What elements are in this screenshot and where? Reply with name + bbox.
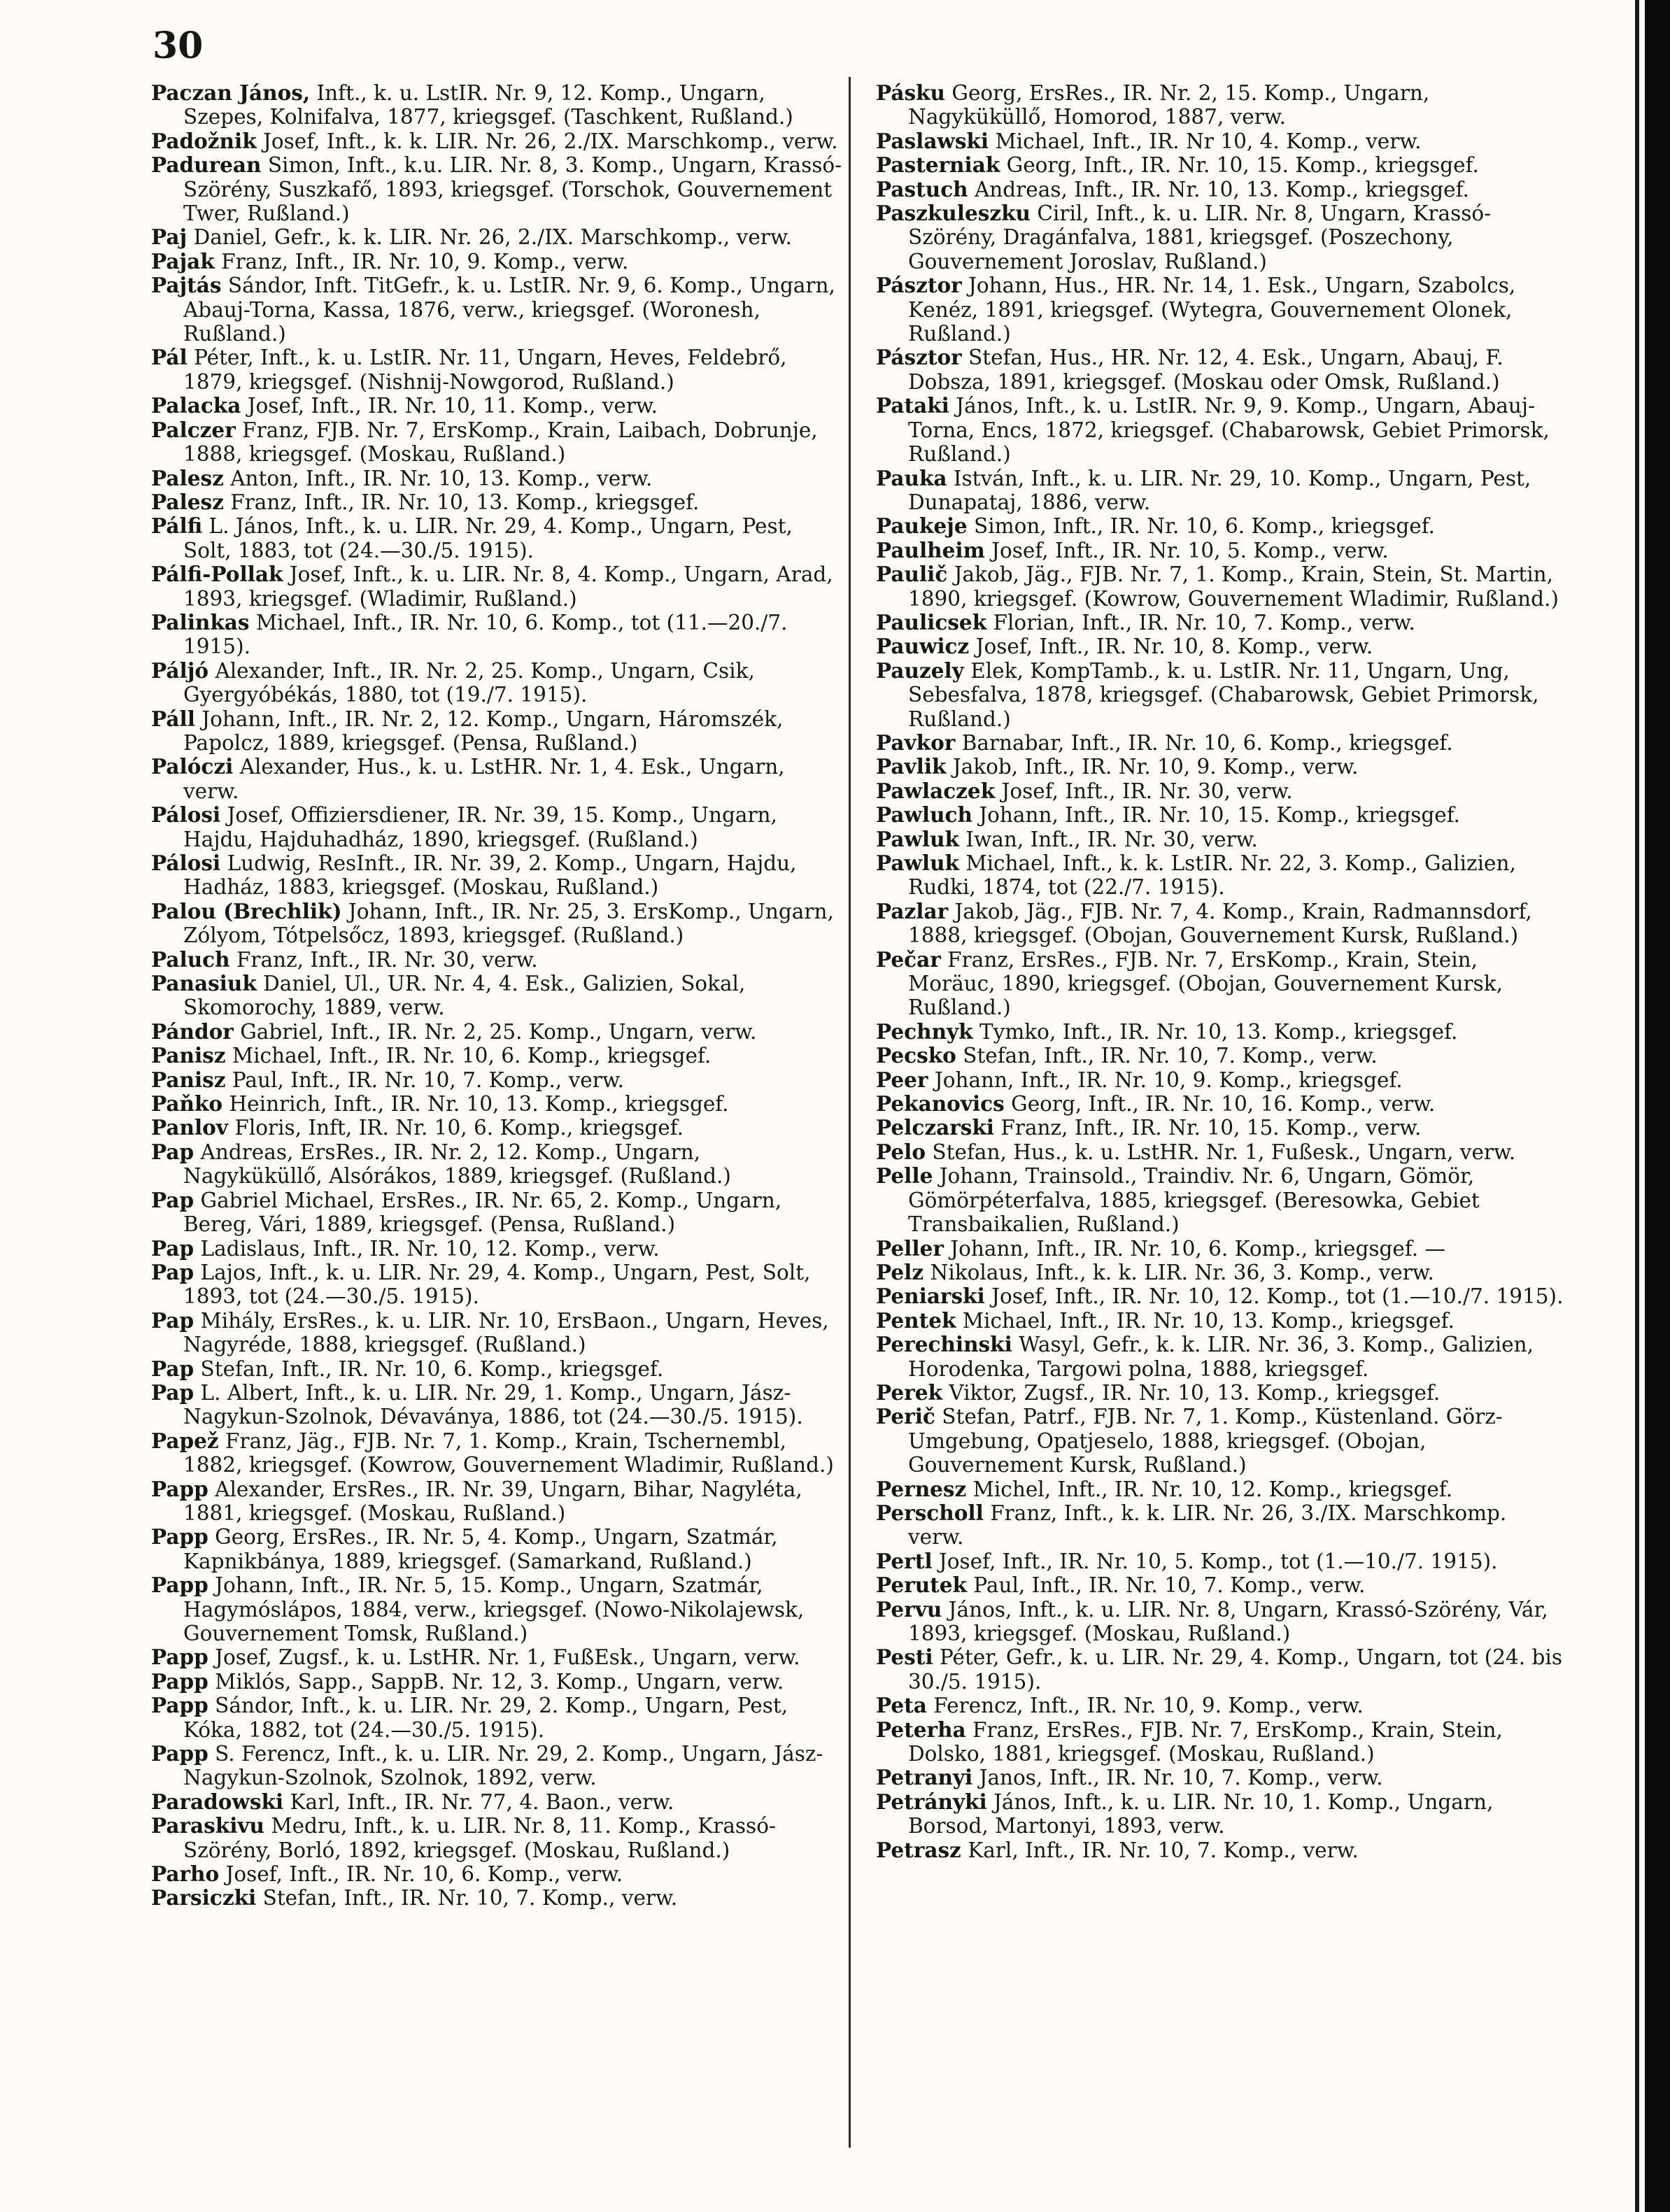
entry-details: Franz, Inft., IR. Nr. 10, 9. Komp., verw. [214,249,629,274]
entry-details: Josef, Inft., IR. Nr. 10, 11. Komp., verw. [241,394,658,418]
entry-details: Johann, Inft., IR. Nr. 25, 3. ErsKomp., Ungarn, Zólyom, Tótpelsőcz, 1893, kriegsgef. (Rußland.) [183,899,834,948]
entry-details: Johann, Inft., IR. Nr. 10, 15. Komp., kriegsgef. [972,803,1460,828]
entry-surname: Panisz [151,1067,226,1092]
list-entry [151,490,842,514]
entry-surname: Pelo [876,1139,926,1164]
entry-details: Stefan, Inft., IR. Nr. 10, 7. Komp., verw. [956,1044,1378,1068]
entry-details: Ferencz, Inft., IR. Nr. 10, 9. Komp., verw. [926,1694,1364,1718]
entry-details: Inft., k. u. LstIR. Nr. 9, 12. Komp., Ungarn, Szepes, Kolnifalva, 1877, kriegsgef. (Taschkent, Rußland.) [183,81,793,129]
entry-details: Josef, Inft., k. k. LIR. Nr. 26, 2./IX. Marschkomp., verw. [256,129,838,153]
entry-details: Sándor, Inft. TitGefr., k. u. LstIR. Nr. 9, 6. Komp., Ungarn, Abauj-Torna, Kassa, 1876, verw., kriegsgef. (Woronesh, Rußland.) [183,274,835,346]
entry-details: Alexander, ErsRes., IR. Nr. 39, Ungarn, Bihar, Nagyléta, 1881, kriegsgef. (Moskau, Rußland.) [183,1477,802,1525]
list-entry [151,1670,842,1694]
entry-surname: Pap [151,1307,194,1333]
entry-surname: Padožnik [151,128,257,153]
list-entry [151,755,842,803]
entry-surname: Pap [151,1187,194,1212]
entry-surname: Papp [151,1573,208,1598]
list-entry [876,1405,1567,1477]
entry-surname: Paulicsek [876,609,987,634]
entry-details: Franz, ErsRes., FJB. Nr. 7, ErsKomp., Krain, Stein, Dolsko, 1881, kriegsgef. (Moskau, Rußland.) [908,1717,1503,1766]
list-entry [151,81,842,129]
entry-surname: Palczer [151,417,236,442]
entry-surname: Pelz [876,1259,924,1284]
list-entry [151,1477,842,1526]
list-entry [151,1429,842,1477]
entry-details: Gabriel Michael, ErsRes., IR. Nr. 65, 2. Komp., Ungarn, Bereg, Vári, 1889, kriegsgef. (Pensa, Rußland.) [183,1188,782,1237]
list-entry [876,828,1567,851]
entry-details: Stefan, Hus., HR. Nr. 12, 4. Esk., Ungarn, Abauj, F. Dobsza, 1891, kriegsgef. (Moskau oder Omsk, Rußland.) [908,346,1503,394]
list-entry [151,1694,842,1742]
entry-details: Josef, Inft., IR. Nr. 10, 5. Komp., verw. [984,538,1389,562]
list-entry [151,1140,842,1189]
list-entry [151,1381,842,1429]
list-entry [151,900,842,948]
entry-details: Franz, ErsRes., FJB. Nr. 7, ErsKomp., Krain, Stein, Moräuc, 1890, kriegsgef. (Obojan, Gouvernement Kursk, Rußland.) [908,947,1503,1020]
entry-surname: Pelczarski [876,1115,994,1140]
entry-surname: Pastuch [876,176,968,201]
entry-surname: Panasiuk [151,971,257,996]
list-entry [876,1020,1567,1044]
list-entry [876,1645,1567,1694]
entry-details: Daniel, Ul., UR. Nr. 4, 4. Esk., Galizien, Sokal, Skomorochy, 1889, verw. [183,972,746,1020]
list-entry [876,803,1567,827]
entry-details: Johann, Inft., IR. Nr. 10, 9. Komp., kriegsgef. [928,1068,1403,1092]
entry-surname: Páll [151,706,195,731]
list-entry [151,153,842,225]
entry-details: Jakob, Jäg., FJB. Nr. 7, 1. Komp., Krain, Stein, St. Martin, 1890, kriegsgef. (Kowrow, Gouvernement Wladimir, Rußland.) [908,562,1559,611]
entry-details: Franz, Jäg., FJB. Nr. 7, 1. Komp., Krain, Tschernembl, 1882, kriegsgef. (Kowrow, Gouvernement Wladimir, Rußland.) [183,1428,834,1477]
entry-details: Simon, Inft., k.u. LIR. Nr. 8, 3. Komp., Ungarn, Krassó-Szörény, Suszkafő, 1893, kriegsgef. (Torschok, Gouvernement Twer, Rußland.) [183,153,842,226]
entry-details: Michael, Inft., IR. Nr. 10, 6. Komp., tot (11.—20./7. 1915). [183,610,788,659]
list-entry [876,1164,1567,1236]
entry-details: Miklós, Sapp., SappB. Nr. 12, 3. Komp., Ungarn, verw. [208,1669,784,1694]
entry-surname: Pauzely [876,658,964,683]
entry-details: Floris, Inft, IR. Nr. 10, 6. Komp., kriegsgef. [227,1116,684,1140]
entry-surname: Paj [151,225,187,250]
list-entry [151,562,842,611]
entry-surname: Palou (Brechlik) [151,898,342,923]
entry-surname: Parsiczki [151,1885,257,1910]
entry-surname: Pauka [876,465,947,490]
entry-surname: Palacka [151,393,241,418]
entry-surname: Pertl [876,1548,933,1573]
entry-details: Michael, Inft., IR. Nr 10, 4. Komp., verw. [989,129,1422,153]
list-entry [876,1838,1567,1862]
list-entry [151,346,842,394]
list-entry [876,178,1567,201]
entry-details: Franz, FJB. Nr. 7, ErsKomp., Krain, Laibach, Dobrunje, 1888, kriegsgef. (Moskau, Rußland.) [183,418,818,467]
list-entry [876,1116,1567,1140]
list-entry [876,1140,1567,1164]
entry-details: Michael, Inft., k. k. LstIR. Nr. 22, 3. Komp., Galizien, Rudki, 1874, tot (22./7. 1915). [908,851,1516,900]
entry-surname: Perek [876,1380,942,1405]
entry-surname: Petranyi [876,1765,973,1790]
entry-surname: Paraskivu [151,1813,265,1838]
list-entry [876,1477,1567,1501]
list-entry [151,394,842,418]
entry-details: Josef, Inft., k. u. LIR. Nr. 8, 4. Komp., Ungarn, Arad, 1893, kriegsgef. (Wladimir, Rußland.) [183,562,833,611]
entry-surname: Panisz [151,1043,226,1068]
list-entry [876,1501,1567,1550]
right-column [876,81,1567,1862]
list-entry [876,394,1567,466]
list-entry [151,1237,842,1261]
entry-details: Johann, Trainsold., Traindiv. Nr. 6, Ungarn, Gömör, Gömörpéterfalva, 1885, kriegsgef. (Beresowka, Gebiet Transbaikalien, Rußland.) [908,1164,1480,1237]
entry-surname: Papp [151,1524,208,1550]
entry-surname: Paňko [151,1091,223,1116]
list-entry [876,1309,1567,1333]
entry-surname: Pauwicz [876,634,970,659]
list-entry [151,1862,842,1886]
entry-surname: Paulheim [876,537,985,562]
list-entry [151,1886,842,1910]
list-entry [151,803,842,851]
entry-details: Florian, Inft., IR. Nr. 10, 7. Komp., verw. [986,610,1415,634]
list-entry [876,1718,1567,1766]
entry-surname: Pernesz [876,1476,967,1501]
list-entry [876,1598,1567,1646]
list-entry [876,1068,1567,1092]
entry-surname: Palóczi [151,754,234,779]
entry-details: Johann, Hus., HR. Nr. 14, 1. Esk., Ungarn, Szabolcs, Kenéz, 1891, kriegsgef. (Wytegra, Gouvernement Olonek, Rußland.) [908,274,1516,346]
entry-details: S. Ferencz, Inft., k. u. LIR. Nr. 29, 2. Komp., Ungarn, Jász-Nagykun-Szolnok, Szolnok, 1892, verw. [183,1742,823,1790]
entry-details: Stefan, Hus., k. u. LstHR. Nr. 1, Fußesk., Ungarn, verw. [926,1140,1516,1164]
entry-details: Karl, Inft., IR. Nr. 77, 4. Baon., verw. [283,1789,674,1814]
entry-surname: Peterha [876,1717,966,1742]
entry-surname: Pervu [876,1596,942,1622]
list-entry [151,1092,842,1116]
list-entry [876,1766,1567,1789]
list-entry [876,851,1567,900]
list-entry [876,634,1567,658]
entry-details: Paul, Inft., IR. Nr. 10, 7. Komp., verw. [966,1573,1366,1598]
entry-surname: Pawluk [876,826,959,851]
list-entry [876,659,1567,731]
entry-details: Josef, Inft., IR. Nr. 10, 5. Komp., tot (1.—10./7. 1915). [932,1549,1498,1573]
entry-surname: Paczan János, [151,80,311,105]
entry-details: Michael, Inft., IR. Nr. 10, 6. Komp., kriegsgef. [225,1044,712,1068]
entry-surname: Petrasz [876,1837,961,1862]
entry-details: Ludwig, ResInft., IR. Nr. 39, 2. Komp., Ungarn, Hajdu, Hadház, 1883, kriegsgef. (Moskau, Rußland.) [183,851,797,900]
entry-details: Gabriel, Inft., IR. Nr. 2, 25. Komp., Ungarn, verw. [233,1019,757,1044]
entry-surname: Papp [151,1693,208,1718]
entry-surname: Pálosi [151,851,221,875]
entry-surname: Perutek [876,1573,967,1598]
list-entry [151,611,842,659]
entry-surname: Parho [151,1862,220,1887]
list-entry [151,129,842,153]
entry-surname: Pavkor [876,730,956,755]
entry-surname: Pasterniak [876,153,1000,178]
list-entry [876,1694,1567,1717]
list-entry [876,1044,1567,1068]
list-entry [876,611,1567,634]
entry-surname: Pásztor [876,345,962,370]
entry-details: Josef, Inft., IR. Nr. 30, verw. [995,779,1293,803]
entry-surname: Pazlar [876,898,949,923]
entry-details: Josef, Inft., IR. Nr. 10, 8. Komp., verw. [969,634,1373,659]
list-entry [151,1189,842,1237]
list-entry [151,1044,842,1068]
entry-details: Nikolaus, Inft., k. k. LIR. Nr. 36, 3. Komp., verw. [924,1260,1434,1284]
entry-surname: Perscholl [876,1500,984,1525]
list-entry [151,1645,842,1669]
entry-details: Franz, Inft., IR. Nr. 30, verw. [229,947,538,972]
list-entry [151,1790,842,1814]
list-entry [151,707,842,756]
entry-surname: Pálfi-Pollak [151,562,283,587]
entry-details: Georg, ErsRes., IR. Nr. 5, 4. Komp., Ungarn, Szatmár, Kapnikbánya, 1889, kriegsgef. (Samarkand, Rußland.) [183,1525,778,1573]
entry-details: Michael, Inft., IR. Nr. 10, 13. Komp., kriegsgef. [956,1308,1455,1333]
list-entry [876,539,1567,562]
list-entry [151,1309,842,1357]
entry-surname: Pál [151,345,187,370]
entry-surname: Pásztor [876,273,962,298]
entry-surname: Pap [151,1235,194,1261]
entry-details: Péter, Inft., k. u. LstIR. Nr. 11, Ungarn, Heves, Feldebrő, 1879, kriegsgef. (Nishnij-Nowgorod, Rußland.) [183,346,787,394]
list-entry [151,1525,842,1573]
entry-surname: Pawluch [876,802,972,828]
entry-surname: Paukeje [876,513,968,539]
list-entry [876,1381,1567,1405]
entry-details: Stefan, Patrf., FJB. Nr. 7, 1. Komp., Küstenland. Görz-Umgebung, Opatjeselo, 1888, kriegsgef. (Obojan, Gouvernement Kursk, Rußland.) [908,1405,1503,1477]
entry-details: Iwan, Inft., IR. Nr. 30, verw. [959,827,1258,851]
entry-details: Tymko, Inft., IR. Nr. 10, 13. Komp., kriegsgef. [972,1019,1458,1044]
list-entry [151,1742,842,1790]
entry-details: Andreas, ErsRes., IR. Nr. 2, 12. Komp., Ungarn, Nagyküküllő, Alsórákos, 1889, kriegsgef. (Rußland.) [183,1140,731,1189]
entry-surname: Pentek [876,1307,956,1333]
list-entry [876,755,1567,779]
list-entry [876,1790,1567,1838]
list-entry [876,562,1567,611]
entry-surname: Pap [151,1139,194,1164]
list-entry [876,1284,1567,1308]
entry-details: Simon, Inft., IR. Nr. 10, 6. Komp., kriegsgef. [967,514,1436,539]
entry-details: Franz, Inft., IR. Nr. 10, 13. Komp., kriegsgef. [223,490,700,514]
entry-surname: Pataki [876,393,949,418]
entry-surname: Pawlaczek [876,778,996,803]
left-column [151,81,842,1910]
list-entry [876,900,1567,948]
entry-surname: Pečar [876,947,941,972]
entry-surname: Panlov [151,1115,228,1140]
list-entry [151,1116,842,1140]
entry-details: Jakob, Jäg., FJB. Nr. 7, 4. Komp., Krain, Radmannsdorf, 1888, kriegsgef. (Obojan, Gouvernement Kursk, Rußland.) [908,899,1532,948]
list-entry [876,346,1567,394]
entry-details: Sándor, Inft., k. u. LIR. Nr. 29, 2. Komp., Ungarn, Pest, Kóka, 1882, tot (24.—30./5. 1915). [183,1694,788,1742]
list-entry [876,1573,1567,1597]
list-entry [151,250,842,274]
entry-surname: Pap [151,1259,194,1284]
entry-surname: Papež [151,1428,219,1453]
entry-surname: Páljó [151,658,209,683]
entry-surname: Perechinski [876,1332,1012,1357]
entry-surname: Pecsko [876,1043,956,1068]
entry-surname: Pándor [151,1019,234,1044]
entry-surname: Paslawski [876,128,989,153]
entry-details: Jakob, Inft., IR. Nr. 10, 9. Komp., verw. [946,755,1359,779]
list-entry [151,467,842,490]
list-entry [876,1237,1567,1261]
entry-details: Franz, Inft., IR. Nr. 10, 15. Komp., verw. [994,1116,1422,1140]
list-entry [151,1068,842,1092]
entry-details: Georg, ErsRes., IR. Nr. 2, 15. Komp., Ungarn, Nagyküküllő, Homorod, 1887, verw. [908,81,1430,129]
entry-surname: Pekanovics [876,1091,1005,1116]
entry-surname: Papp [151,1741,208,1766]
list-entry [151,1020,842,1044]
entry-details: Johann, Inft., IR. Nr. 10, 6. Komp., kriegsgef. — [943,1236,1445,1261]
list-entry [151,659,842,707]
entry-details: Georg, Inft., IR. Nr. 10, 16. Komp., verw. [1004,1092,1436,1116]
list-entry [876,467,1567,515]
entry-details: Ladislaus, Inft., IR. Nr. 10, 12. Komp., verw. [194,1236,660,1261]
entry-surname: Paradowski [151,1789,284,1814]
entry-surname: Pechnyk [876,1019,973,1044]
list-entry [151,972,842,1020]
list-entry [876,274,1567,346]
entry-surname: Palesz [151,465,224,490]
entry-surname: Pelle [876,1163,933,1189]
entry-surname: Paszkuleszku [876,201,1031,226]
entry-surname: Perič [876,1404,935,1429]
entry-details: Mihály, ErsRes., k. u. LIR. Nr. 10, ErsBaon., Ungarn, Heves, Nagyréde, 1888, kriegsgef. (Rußland.) [183,1308,829,1357]
entry-details: Andreas, Inft., IR. Nr. 10, 13. Komp., kriegsgef. [968,177,1469,201]
entry-surname: Pásku [876,80,946,105]
entry-details: Viktor, Zugsf., IR. Nr. 10, 13. Komp., kriegsgef. [942,1380,1441,1405]
entry-details: Lajos, Inft., k. u. LIR. Nr. 29, 4. Komp., Ungarn, Pest, Solt, 1893, tot (24.—30./5. 1915). [183,1260,811,1309]
list-entry [876,1333,1567,1381]
entry-surname: Pesti [876,1645,933,1670]
list-entry [876,1092,1567,1116]
list-entry [876,1261,1567,1284]
entry-surname: Paulič [876,562,948,587]
scan-border [1645,0,1670,2212]
list-entry [876,201,1567,274]
list-entry [151,1814,842,1862]
list-entry [151,1357,842,1381]
entry-details: Alexander, Hus., k. u. LstHR. Nr. 1, 4. Esk., Ungarn, verw. [183,755,785,803]
list-entry [876,779,1567,803]
entry-surname: Petrányki [876,1789,987,1814]
list-entry [151,948,842,972]
entry-surname: Palesz [151,489,224,514]
entry-surname: Palinkas [151,609,250,634]
entry-details: Anton, Inft., IR. Nr. 10, 13. Komp., verw. [223,466,653,490]
entry-details: Stefan, Inft., IR. Nr. 10, 7. Komp., verw. [256,1886,678,1910]
entry-details: Heinrich, Inft., IR. Nr. 10, 13. Komp., kriegsgef. [222,1092,729,1116]
entry-surname: Paluch [151,947,230,972]
entry-details: Josef, Inft., IR. Nr. 10, 6. Komp., verw. [219,1862,623,1887]
entry-details: János, Inft., k. u. LIR. Nr. 10, 1. Komp., Ungarn, Borsod, Martonyi, 1893, verw. [908,1789,1494,1838]
entry-details: Janos, Inft., IR. Nr. 10, 7. Komp., verw. [972,1766,1383,1790]
entry-details: János, Inft., k. u. LstIR. Nr. 9, 9. Komp., Ungarn, Abauj-Torna, Encs, 1872, kriegsgef. (Chabarowsk, Gebiet Primorsk, Rußland.) [908,394,1550,467]
column-divider [849,77,851,2148]
entry-surname: Padurean [151,153,262,178]
entry-details: Josef, Offiziersdiener, IR. Nr. 39, 15. Komp., Ungarn, Hajdu, Hajduhadház, 1890, kriegsgef. (Rußland.) [183,803,777,851]
entry-surname: Pavlik [876,754,947,779]
entry-surname: Papp [151,1645,208,1670]
list-entry [876,81,1567,129]
entry-details: Paul, Inft., IR. Nr. 10, 7. Komp., verw. [225,1068,624,1092]
list-entry [151,851,842,900]
entry-details: Barnabar, Inft., IR. Nr. 10, 6. Komp., kriegsgef. [955,730,1453,755]
entry-details: Josef, Inft., IR. Nr. 10, 12. Komp., tot (1.—10./7. 1915). [984,1284,1564,1309]
entry-details: Georg, Inft., IR. Nr. 10, 15. Komp., kriegsgef. [1000,153,1479,178]
entry-surname: Peniarski [876,1284,985,1309]
entry-details: Medru, Inft., k. u. LIR. Nr. 8, 11. Komp., Krassó-Szörény, Borló, 1892, kriegsgef. (Moskau, Rußland.) [183,1814,776,1862]
entry-surname: Pálfi [151,513,203,539]
entry-details: L. János, Inft., k. u. LIR. Nr. 29, 4. Komp., Ungarn, Pest, Solt, 1883, tot (24.—30./5. 1915). [183,514,793,562]
entry-details: Karl, Inft., IR. Nr. 10, 7. Komp., verw. [961,1838,1359,1862]
entry-details: Stefan, Inft., IR. Nr. 10, 6. Komp., kriegsgef. [194,1356,664,1381]
entry-details: Franz, Inft., k. k. LIR. Nr. 26, 3./IX. Marschkomp. verw. [908,1501,1507,1550]
entry-details: Alexander, Inft., IR. Nr. 2, 25. Komp., Ungarn, Csik, Gyergyóbékás, 1880, tot (19./7. 1915). [183,658,755,707]
list-entry [151,274,842,346]
entry-details: Michel, Inft., IR. Nr. 10, 12. Komp., kriegsgef. [966,1477,1453,1501]
entry-details: Johann, Inft., IR. Nr. 5, 15. Komp., Ungarn, Szatmár, Hagymóslápos, 1884, verw., kriegsgef. (Nowo-Nikolajewsk, Gouvernement Tomsk, Rußland.) [183,1573,805,1645]
entry-details: Elek, KompTamb., k. u. LstIR. Nr. 11, Ungarn, Ung, Sebesfalva, 1878, kriegsgef. (Chabarowsk, Gebiet Primorsk, Rußland.) [908,658,1539,731]
list-entry [151,225,842,249]
list-entry [151,1261,842,1309]
entry-surname: Peller [876,1235,944,1261]
list-entry [876,153,1567,177]
list-entry [876,514,1567,538]
entry-details: János, Inft., k. u. LIR. Nr. 8, Ungarn, Krassó-Szörény, Vár, 1893, kriegsgef. (Moskau, Rußland.) [908,1597,1548,1645]
entry-details: Wasyl, Gefr., k. k. LIR. Nr. 36, 3. Komp., Galizien, Horodenka, Targowi polna, 1888, kriegsgef. [908,1333,1534,1381]
entry-surname: Pajtás [151,273,222,298]
list-entry [151,418,842,467]
list-entry [151,514,842,562]
entry-details: Johann, Inft., IR. Nr. 2, 12. Komp., Ungarn, Háromszék, Papolcz, 1889, kriegsgef. (Pensa, Rußland.) [183,707,784,755]
entry-details: Péter, Gefr., k. u. LIR. Nr. 29, 4. Komp., Ungarn, tot (24. bis 30./5. 1915). [908,1645,1562,1694]
list-entry [876,731,1567,755]
entry-surname: Pawluk [876,851,959,875]
entry-surname: Peta [876,1693,927,1718]
entry-surname: Papp [151,1476,208,1501]
list-entry [876,948,1567,1020]
entry-details: Ciril, Inft., k. u. LIR. Nr. 8, Ungarn, Krassó-Szörény, Dragánfalva, 1881, kriegsgef. (Poszechony, Gouvernement Joroslav, Rußland.) [908,201,1492,274]
entry-surname: Pap [151,1380,194,1405]
list-entry [876,129,1567,153]
entry-surname: Papp [151,1668,208,1694]
entry-surname: Pajak [151,248,215,274]
list-entry [151,1573,842,1645]
entry-surname: Pálosi [151,802,221,828]
list-entry [876,1550,1567,1573]
entry-details: L. Albert, Inft., k. u. LIR. Nr. 29, 1. Komp., Ungarn, Jász-Nagykun-Szolnok, Dévaványa, 1886, tot (24.—30./5. 1915). [183,1380,803,1429]
entry-details: Daniel, Gefr., k. k. LIR. Nr. 26, 2./IX. Marschkomp., verw. [187,225,793,250]
entry-surname: Peer [876,1067,928,1092]
entry-details: Josef, Zugsf., k. u. LstHR. Nr. 1, FußEsk., Ungarn, verw. [208,1645,800,1670]
entry-details: István, Inft., k. u. LIR. Nr. 29, 10. Komp., Ungarn, Pest, Dunapataj, 1886, verw. [908,466,1531,514]
entry-surname: Pap [151,1356,194,1381]
page-number: 30 [153,24,204,67]
